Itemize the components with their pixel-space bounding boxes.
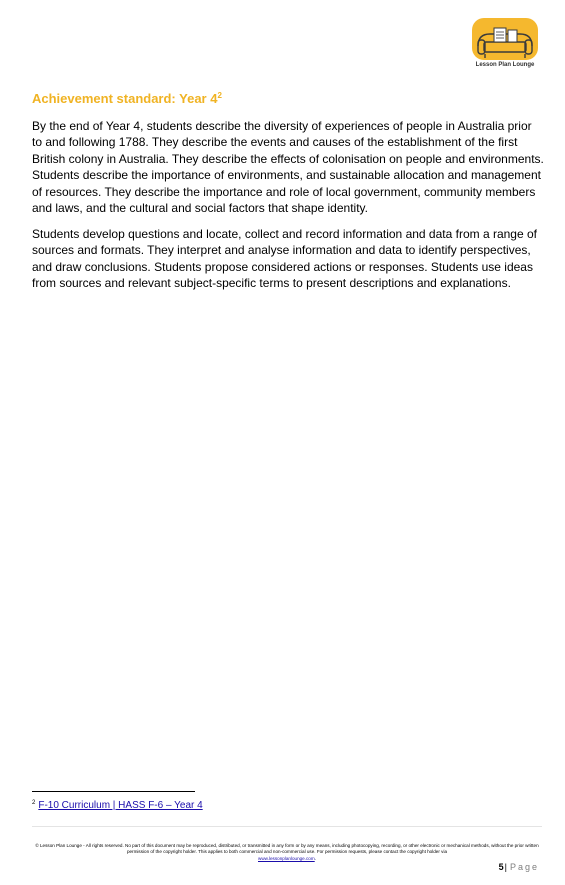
- achievement-paragraph-1: By the end of Year 4, students describe the diversity of experiences of people in Australia prior to and following 1788. They describe the events and causes of the establishment of the first British colony in Australia. They describe the effects of colonisation on people and environments. Students describe the importance of environments, and sustainable allocation and management of resources. They describe the importance and role of local government, community members and laws, and the cultural and social factors that shape identity.: [32, 119, 544, 216]
- website-link[interactable]: www.lessonplanlounge.com: [258, 855, 315, 861]
- footnote-curriculum-link[interactable]: F-10 Curriculum | HASS F-6 – Year 4: [38, 800, 203, 811]
- footer-divider: [32, 826, 542, 827]
- section-heading: [32, 91, 222, 106]
- page-number-value: 5: [498, 862, 504, 872]
- copyright-notice: [32, 843, 542, 862]
- page-number: [499, 862, 539, 872]
- page-separator: |: [504, 862, 507, 872]
- logo-caption: Lesson Plan Lounge: [475, 62, 535, 68]
- achievement-paragraph-2: Students develop questions and locate, collect and record information and data from a range of sources and formats. They interpret and analyse information and data to identify perspectives, and draw conclusions. Students propose considered actions or responses. Students use ideas from sources and relevant subject-specific terms to present descriptions and explanations.: [32, 227, 537, 291]
- heading-footnote-ref: 2: [217, 91, 222, 100]
- footnote-marker: 2: [32, 800, 36, 806]
- copyright-text: © Lesson Plan Lounge - All rights reserved. No part of this document may be reproduced, distributed, or transmitted in any form or by any means, including photocopying, recording, or other electronic or mechanical methods, without the prior written permission of the copyright holder. This applies to both commercial and non-commercial use. For permission requests, please contact the copyright holder via: [35, 843, 539, 855]
- footnote: [32, 800, 203, 811]
- page-word: Page: [509, 862, 539, 872]
- website-link-suffix: .: [314, 855, 316, 861]
- footnote-divider: [32, 791, 195, 792]
- heading-text: Achievement standard: Year 4: [32, 91, 218, 106]
